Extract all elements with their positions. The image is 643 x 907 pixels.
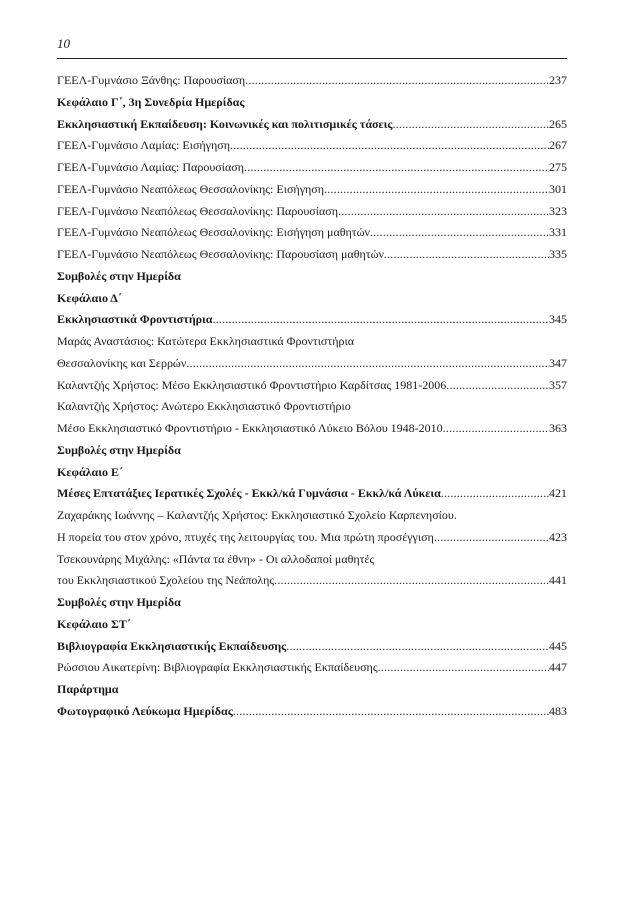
- toc-entry: [57, 396, 567, 418]
- toc-entry-title: Μέσες Επτατάξιες Ιερατικές Σχολές - Εκκλ/κά Γυμνάσια - Εκκλ/κά Λύκεια: [57, 486, 441, 501]
- toc-entry-title: Συμβολές στην Ημερίδα: [57, 442, 181, 457]
- toc-entry-page: 363: [549, 421, 567, 435]
- toc-entry-title: Παράρτημα: [57, 682, 119, 696]
- toc-entry-page: 445: [549, 638, 567, 653]
- toc-entry-title: ΓΕΕΛ-Γυμνάσιο Νεαπόλεως Θεσσαλονίκης: Εισήγηση μαθητών: [57, 225, 370, 240]
- toc-entry-page: 265: [549, 116, 567, 131]
- toc-entry: [57, 636, 567, 658]
- toc-leader-dots: [212, 309, 549, 331]
- toc-entry-title: Εκκλησιαστική Εκπαίδευση: Κοινωνικές και πολιτισμικές τάσεις: [57, 116, 393, 131]
- toc-entry-page: 267: [549, 138, 567, 153]
- toc-entry: [57, 592, 567, 614]
- toc-entry: [57, 179, 567, 201]
- page-number: 10: [57, 36, 70, 51]
- toc-entry: [57, 331, 567, 353]
- toc-leader-dots: [384, 244, 549, 266]
- toc-entry-title: ΓΕΕΛ-Γυμνάσιο Λαμίας: Εισήγηση: [57, 138, 231, 153]
- toc-leader-dots: [245, 70, 549, 92]
- toc-entry-page: 483: [549, 703, 567, 718]
- toc-entry: [57, 462, 567, 484]
- table-of-contents: [57, 70, 567, 723]
- toc-entry-title: Κεφάλαιο Γ΄, 3η Συνεδρία Ημερίδας: [57, 94, 245, 109]
- toc-leader-dots: [230, 135, 549, 157]
- toc-entry: [57, 222, 567, 244]
- toc-entry: [57, 549, 567, 571]
- toc-entry-page: 323: [549, 203, 567, 218]
- toc-entry-page: 275: [549, 160, 567, 174]
- page-header: [57, 36, 567, 59]
- toc-entry-title: Καλαντζής Χρήστος: Μέσο Εκκλησιαστικό Φροντιστήριο Καρδίτσας 1981-2006: [57, 377, 447, 392]
- toc-entry: [57, 679, 567, 701]
- toc-entry: [57, 570, 567, 592]
- toc-entry-title: Θεσσαλονίκης και Σερρών: [57, 355, 187, 370]
- toc-entry: [57, 288, 567, 310]
- toc-entry: [57, 483, 567, 505]
- toc-entry: [57, 201, 567, 223]
- toc-entry-title: Η πορεία του στον χρόνο, πτυχές της λειτουργίας του. Μια πρώτη προσέγγιση: [57, 529, 434, 544]
- toc-entry-page: 441: [549, 573, 567, 588]
- toc-entry-page: 237: [549, 73, 567, 87]
- toc-entry-title: Μαράς Αναστάσιος: Κατώτερα Εκκλησιαστικά Φροντιστήρια: [57, 334, 354, 348]
- toc-entry: [57, 157, 567, 179]
- toc-leader-dots: [338, 201, 549, 223]
- toc-entry: [57, 701, 567, 723]
- toc-entry-title: Εκκλησιαστικά Φροντιστήρια: [57, 312, 213, 327]
- toc-leader-dots: [370, 222, 549, 244]
- toc-entry-title: ΓΕΕΛ-Γυμνάσιο Λαμίας: Παρουσίαση: [57, 160, 244, 174]
- toc-leader-dots: [186, 353, 549, 375]
- toc-leader-dots: [324, 179, 549, 201]
- toc-entry-page: 331: [549, 225, 567, 240]
- toc-entry: [57, 244, 567, 266]
- toc-entry-page: 345: [549, 312, 567, 327]
- toc-entry: [57, 266, 567, 288]
- toc-entry-title: Κεφάλαιο ΣΤ΄: [57, 616, 131, 631]
- toc-entry-title: Κεφάλαιο Ε΄: [57, 464, 123, 479]
- toc-entry-page: 347: [549, 355, 567, 370]
- toc-leader-dots: [443, 418, 549, 440]
- toc-leader-dots: [434, 527, 549, 549]
- toc-entry: [57, 614, 567, 636]
- toc-entry-page: 421: [549, 486, 567, 501]
- toc-entry-page: 447: [549, 660, 567, 675]
- toc-leader-dots: [446, 375, 549, 397]
- toc-entry: [57, 657, 567, 679]
- toc-leader-dots: [441, 483, 549, 505]
- toc-leader-dots: [286, 636, 549, 658]
- toc-entry: [57, 440, 567, 462]
- toc-entry-title: Ρώσσιου Αικατερίνη: Βιβλιογραφία Εκκλησιαστικής Εκπαίδευσης: [57, 660, 378, 675]
- toc-entry-title: Συμβολές στην Ημερίδα: [57, 595, 181, 609]
- toc-entry-title: Καλαντζής Χρήστος: Ανώτερο Εκκλησιαστικό Φροντιστήριο: [57, 399, 351, 414]
- toc-leader-dots: [392, 114, 549, 136]
- toc-entry: [57, 309, 567, 331]
- toc-entry: [57, 114, 567, 136]
- toc-entry-page: 423: [549, 529, 567, 544]
- toc-entry: [57, 353, 567, 375]
- toc-entry: [57, 375, 567, 397]
- toc-entry-page: 357: [549, 377, 567, 392]
- toc-leader-dots: [378, 657, 549, 679]
- toc-entry-title: ΓΕΕΛ-Γυμνάσιο Νεαπόλεως Θεσσαλονίκης: Παρουσίαση μαθητών: [57, 247, 384, 261]
- toc-leader-dots: [233, 701, 549, 723]
- toc-entry-title: του Εκκλησιαστικού Σχολείου της Νεάπολης: [57, 573, 275, 588]
- toc-entry-page: 335: [549, 247, 567, 261]
- toc-entry-title: Συμβολές στην Ημερίδα: [57, 268, 181, 283]
- toc-entry: [57, 135, 567, 157]
- toc-entry: [57, 418, 567, 440]
- toc-leader-dots: [244, 157, 549, 179]
- toc-entry-title: Φωτογραφικό Λεύκωμα Ημερίδας: [57, 703, 233, 718]
- toc-entry: [57, 70, 567, 92]
- toc-entry-title: ΓΕΕΛ-Γυμνάσιο Νεαπόλεως Θεσσαλονίκης: Εισήγηση: [57, 181, 325, 196]
- toc-entry-title: ΓΕΕΛ-Γυμνάσιο Ξάνθης: Παρουσίαση: [57, 73, 246, 87]
- toc-entry-title: Μέσο Εκκλησιαστικό Φροντιστήριο - Εκκλησιαστικό Λύκειο Βόλου 1948-2010: [57, 421, 443, 435]
- toc-entry: [57, 92, 567, 114]
- toc-entry: [57, 505, 567, 527]
- toc-entry-title: Τσεκουνάρης Μιχάλης: «Πάντα τα έθνη» - Οι αλλοδαποί μαθητές: [57, 551, 375, 566]
- toc-leader-dots: [274, 570, 549, 592]
- toc-entry-title: Ζαχαράκης Ιωάννης – Καλαντζής Χρήστος: Εκκλησιαστικό Σχολείο Καρπενησίου.: [57, 508, 457, 522]
- toc-entry-title: ΓΕΕΛ-Γυμνάσιο Νεαπόλεως Θεσσαλονίκης: Παρουσίαση: [57, 203, 338, 218]
- toc-entry-page: 301: [549, 181, 567, 196]
- toc-entry: [57, 527, 567, 549]
- toc-entry-title: Κεφάλαιο Δ΄: [57, 290, 122, 305]
- toc-entry-title: Βιβλιογραφία Εκκλησιαστικής Εκπαίδευσης: [57, 638, 287, 653]
